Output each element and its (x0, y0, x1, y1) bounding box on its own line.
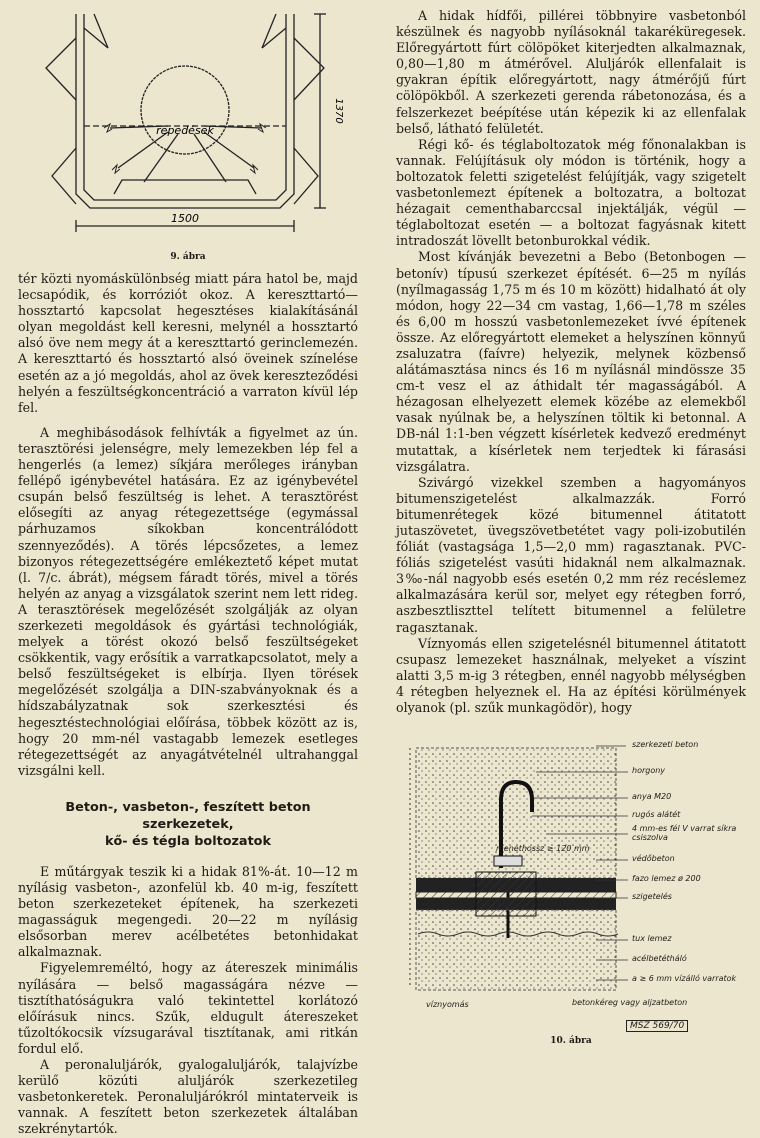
left-paragraph-1: tér közti nyomáskülönbség miatt pára hatol be, majd lecsapódik, és korróziót okoz. A kereszttartó—hossztartó kapcsolat hegesztéses kialakításánál olyan megoldást kell keresni, melynél a hossztartó alsó öve nem megy át a kereszttartó gerinclemezén. A kereszttartó és hossztartó alsó öveinek színelése esetén az a jó megoldás, ahol az övek kereszteződési helyén a feszültségkoncentráció a varraton kívül lép fel. (18, 271, 358, 415)
right-column (396, 8, 746, 716)
figure-9 (18, 8, 358, 260)
figure-9-caption: 9. ábra (170, 252, 206, 262)
label-anchor: horgony (632, 766, 666, 775)
label-insulation: szigetelés (632, 892, 672, 901)
label-tux-plate: tux lemez (632, 934, 672, 943)
section-heading-line-2: kő- és tégla boltozatok (104, 833, 271, 849)
right-paragraph-2: Régi kő- és téglaboltozatok még főnonalakban is vannak. Felújításuk oly módon is történik, hogy a boltozatok feletti szigetelést felújítják, vagy szigetelt vasbetonlemezt építenek a boltozatra, a boltozat hézagait cementhabarccsal injektálják, végül — téglaboltozat esetén — a boltozat fagyásnak kitett intradoszát lövellt betonburokkal védik. (396, 136, 746, 249)
right-paragraph-5: Víznyomás ellen szigetelésnél bitumennel átitatott csupasz lemezeket használnak, melyeket a víszint alatti 3,5 m-ig 3 rétegben, ennél nagyobb mélységben 4 rétegben helyeznek el. Ha az építési körülmények olyanok (pl. szűk munkagödör), hogy (396, 635, 746, 716)
crack-label: repedések (156, 124, 214, 137)
right-paragraph-4: Szivárgó vizekkel szemben a hagyományos bitumenszigetelést alkalmazzák. Forró bitumenrétegek közé bitumennel átitatott jutaszövetet, üvegszövetbetétet vagy poli-izobutilén fóliát (vastagsága 1,5—2,0 mm) ragasztanak. PVC-fóliás szigetelést vasúti hidaknál nem alkalmaznak. 3‰-nál nagyobb esés esetén 0,2 mm réz recéslemez alkalmazására kerül sor, melyet egy rétegben forró, aszbesztliszttel telített bitumennel a felületre ragasztanak. (396, 474, 746, 635)
left-column (18, 271, 358, 1138)
left-paragraph-4: Figyelemreméltó, hogy az átereszek minimális nyílására — belső magasságára nézve — tisztíthatóságukra való tekintettel korlátozó előírásuk nincs. Szűk, eldugult átereszeket tűzoltókocsik vízsugarával tisztítanak, ami ritkán fordul elő. (18, 960, 358, 1056)
label-water-pressure: víznyomás (426, 1000, 469, 1009)
label-flange-plate: fazo lemez ø 200 (632, 874, 701, 883)
label-protective-concrete: védőbeton (632, 854, 675, 863)
label-spring-washer: rugós alátét (632, 810, 681, 819)
label-pour-length: menethossz ≥ 120 mm (496, 844, 590, 853)
right-paragraph-3: Most kívánják bevezetni a Bebo (Betonbogen — betonív) típusú szerkezet építését. 6—25 m nyílás (nyílmagasság 1,75 m és 10 m között) hidalható át oly módon, hogy 22—34 cm vastag, 1,66—1,78 m széles és 6,00 m hosszú vasbetonlemezeket ívvé építenek össze. Az előregyártott elemeket a helyszínen könnyű zsaluzatra (faívre) helyezik, melynek közbenső alátámasztása nincs és 16 m nyílásnál mindössze 35 cm-t vesz el az áthidalt tér magasságából. A hézagosan elhelyezett elemek közébe az elemekből vasak nyúlnak be, a helyszínen töltik ki betonnal. A DB-nál 1:1-ben végzett kísérletek kedvező eredményt mutattak, a kísérletek nem terjedtek ki fárasási vizsgálatra. (396, 249, 746, 474)
label-weld: 4 mm-es fél V varrat síkra csiszolva (632, 824, 737, 842)
label-nut: anya M20 (632, 792, 672, 801)
figure-10-drawing (396, 738, 746, 1028)
label-concrete: szerkezeti beton (632, 740, 699, 749)
right-paragraph-1: A hidak hídfői, pillérei többnyire vasbetonból készülnek és nagyobb nyílásoknál takaréküregesek. Előregyártott fúrt cölöpöket kiterjedten alkalmaznak, 0,80—1,80 m átmérővel. Aluljárók ellenfalait is gyakran építik előregyártott, nagy átmérőjű fúrt cölöpökből. A szerkezeti gerenda rábetonozása, és a felszerkezet beépítése után képezik ki az ellenfalak belső, látható felületét. (396, 8, 746, 136)
figure-10-caption: 10. ábra (550, 1036, 592, 1046)
left-paragraph-2: A meghibásodások felhívták a figyelmet az ún. terasztörési jelenségre, mely lemezekben lép fel a hengerlés (a lemez) síkjára merőleges irányban fellépő igénybevétel hatására. Ez az igénybevétel csupán belső feszültség is lehet. A terasztörést elősegíti az anyag rétegezettsége (egymással párhuzamos síkokban koncentrálódott szennyeződés). A törés lépcsőzetes, a lemez bizonyos rétegezettségére emlékeztető képet mutat (l. 7/c. ábrát), mégsem fáradt törés, mivel a törés helyén az anyag a vizsgálatok szerint nem lett rideg. A terasztörések megelőzését szolgálják az olyan szerkezeti megoldások és gyártási technológiák, melyek a törést okozó belső feszültségeket csökkentik, vagy erősítik a varratkapcsolatot, mely a belső feszültségeket is elbírja. Ilyen törések megelőzését szolgálja a DIN-szabványoknak és a hídszabályzatnak sok szerkesztési és hegesztéstechnológiai előírása, többek között az is, hogy 20 mm-nél vastagabb lemezek esetleges rétegezettségét az anyagátvételnél ultrahanggal vizsgálni kell. (18, 424, 358, 778)
height-dimension: 1370 (333, 98, 344, 124)
section-heading-line-1: Beton-, vasbeton-, feszített beton szerkezetek, (65, 799, 311, 832)
left-paragraph-5: A peronaluljárók, gyalogaluljárók, talajvízbe kerülő közúti aluljárók szerkezetileg vasbetonkeretek. Peronaluljárókról mintaterveik is vannak. A feszített beton szerkezetek általában szekrénytartók. (18, 1057, 358, 1137)
label-seam: a ≥ 6 mm vízálló varratok (632, 974, 737, 983)
figure-10 (396, 738, 746, 1046)
label-base: betonkéreg vagy aljzatbeton (572, 998, 688, 1007)
figure-9-drawing (18, 8, 358, 248)
width-dimension: 1500 (171, 212, 199, 225)
standard-stamp: MSZ 569/70 (626, 1020, 688, 1032)
label-steel-plate: acélbetétháló (632, 954, 687, 963)
left-paragraph-3: E műtárgyak teszik ki a hidak 81%-át. 10—12 m nyílásig vasbeton-, azonfelül kb. 40 m-ig, feszített beton szerkezeteket építenek, ha szerkezeti magasságuk megengedi. 20—22 m nyílásig elsősorban merev acélbetétes betonhidakat alkalmaznak. (18, 863, 358, 960)
